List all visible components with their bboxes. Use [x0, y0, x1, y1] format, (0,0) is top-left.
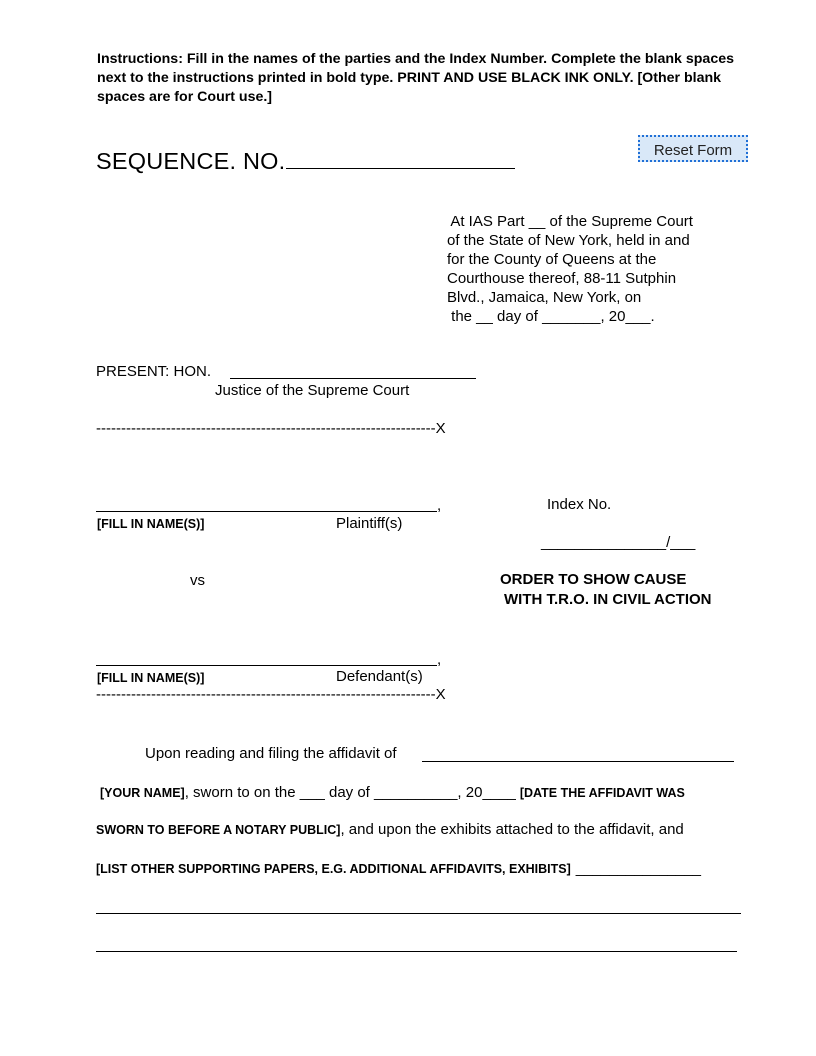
body-line3	[96, 821, 684, 839]
defendant-name-blank[interactable]	[96, 665, 437, 666]
vs-label: vs	[190, 572, 205, 589]
defendant-comma: ,	[437, 651, 442, 668]
justice-name-blank[interactable]	[230, 378, 476, 379]
sequence-blank[interactable]	[286, 146, 515, 169]
court-block	[447, 212, 693, 326]
court-line: At IAS Part __ of the Supreme Court	[447, 213, 693, 230]
instructions: Instructions: Fill in the names of the parties and the Index Number. Complete the blank spaces next to the instructions printed in bold type. PRINT AND USE BLACK INK ONLY. [Other blank spaces are for Court use.]	[97, 51, 734, 105]
plaintiff-comma: ,	[437, 497, 442, 514]
index-number-blank[interactable]: _______________/___	[541, 534, 696, 551]
reset-form-button[interactable]: Reset Form	[638, 135, 748, 162]
supporting-papers-label: [LIST OTHER SUPPORTING PAPERS, E.G. ADDITIONAL AFFIDAVITS, EXHIBITS]	[96, 862, 571, 876]
sequence-label: SEQUENCE. NO.	[96, 148, 286, 174]
order-title-line2: WITH T.R.O. IN CIVIL ACTION	[504, 591, 712, 608]
notary-label: SWORN TO BEFORE A NOTARY PUBLIC]	[96, 823, 341, 837]
affiant-name-blank[interactable]	[422, 761, 734, 762]
supporting-papers-blank[interactable]: _______________	[575, 860, 701, 877]
present-label: PRESENT: HON.	[96, 363, 212, 380]
plaintiff-name-blank[interactable]	[96, 511, 437, 512]
court-line: Courthouse thereof, 88-11 Sutphin	[447, 270, 677, 287]
court-line: Blvd., Jamaica, New York, on	[447, 289, 642, 306]
order-title-line1: ORDER TO SHOW CAUSE	[500, 571, 687, 588]
body-line4	[96, 860, 701, 878]
date-affidavit-label: [DATE THE AFFIDAVIT WAS	[519, 786, 685, 800]
body-line1: Upon reading and filing the affidavit of	[145, 745, 397, 762]
court-line: the __ day of _______, 20___.	[447, 308, 655, 325]
body-line2	[100, 784, 685, 802]
supporting-papers-line-2[interactable]	[96, 951, 737, 952]
sworn-date-text[interactable]: , sworn to on the ___ day of __________, 20____	[184, 784, 516, 801]
defendant-role: Defendant(s)	[336, 668, 423, 685]
exhibits-text: , and upon the exhibits attached to the affidavit, and	[340, 821, 684, 838]
caption-separator-top: --------------------------------------------------------------------X	[96, 420, 446, 437]
plaintiff-fill-label: [FILL IN NAME(S)]	[97, 517, 205, 531]
your-name-label: [YOUR NAME]	[100, 786, 185, 800]
index-label: Index No.	[547, 496, 612, 513]
caption-separator-bottom: --------------------------------------------------------------------X	[96, 686, 446, 703]
defendant-fill-label: [FILL IN NAME(S)]	[97, 671, 205, 685]
supporting-papers-line-1[interactable]	[96, 913, 741, 914]
sequence-number-field[interactable]	[96, 146, 515, 175]
justice-label: Justice of the Supreme Court	[215, 382, 410, 399]
court-line: for the County of Queens at the	[447, 251, 657, 268]
plaintiff-role: Plaintiff(s)	[336, 515, 403, 532]
court-line: of the State of New York, held in and	[447, 232, 690, 249]
